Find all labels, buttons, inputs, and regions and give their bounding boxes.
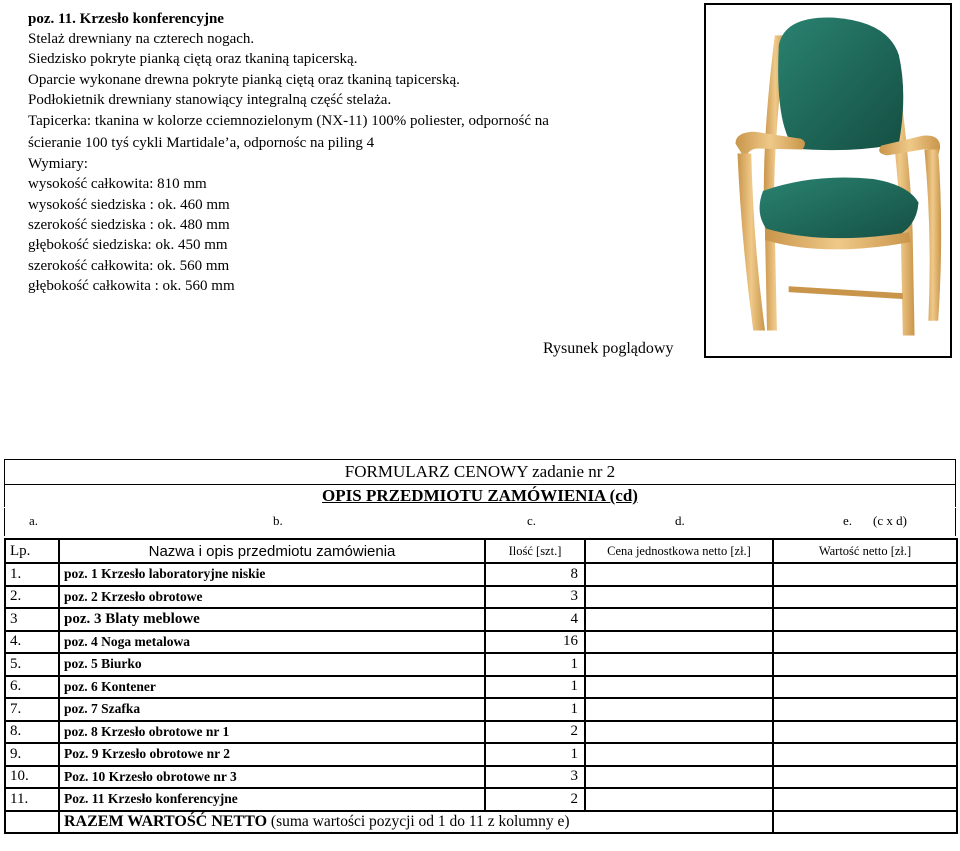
row-quantity: 1 bbox=[485, 698, 585, 721]
header-lp: Lp. bbox=[5, 539, 59, 563]
row-quantity: 2 bbox=[485, 788, 585, 811]
description-line: Oparcie wykonane drewna pokryte pianką ciętą oraz tkaniną tapicerską. bbox=[28, 71, 460, 88]
price-table bbox=[4, 538, 958, 834]
unit-price-input[interactable] bbox=[585, 586, 773, 609]
row-item-name: poz. 2 Krzesło obrotowe bbox=[59, 586, 485, 609]
dimension-line: wysokość całkowita: 810 mm bbox=[28, 176, 207, 193]
table-row bbox=[5, 766, 957, 789]
column-letter: b. bbox=[273, 513, 283, 528]
net-value-input[interactable] bbox=[773, 631, 957, 654]
form-header bbox=[4, 459, 956, 507]
dimensions-heading: Wymiary: bbox=[28, 156, 88, 173]
total-label-rest: (suma wartości pozycji od 1 do 11 z kolumny e) bbox=[270, 812, 570, 830]
column-letters-row bbox=[4, 508, 956, 536]
net-value-input[interactable] bbox=[773, 788, 957, 811]
row-item-name: Poz. 9 Krzesło obrotowe nr 2 bbox=[59, 743, 485, 766]
unit-price-input[interactable] bbox=[585, 608, 773, 631]
row-item-name: poz. 7 Szafka bbox=[59, 698, 485, 721]
unit-price-input[interactable] bbox=[585, 788, 773, 811]
row-quantity: 16 bbox=[485, 631, 585, 654]
row-quantity: 1 bbox=[485, 653, 585, 676]
total-label-bold: RAZEM WARTOŚĆ NETTO bbox=[64, 812, 268, 830]
description-line: ścieranie 100 tyś cykli Martidale’a, odpornośc na piling 4 bbox=[28, 135, 375, 152]
row-lp: 7. bbox=[5, 698, 59, 721]
row-item-name: poz. 3 Blaty meblowe bbox=[59, 608, 485, 631]
table-row bbox=[5, 788, 957, 811]
row-lp: 11. bbox=[5, 788, 59, 811]
table-row bbox=[5, 631, 957, 654]
image-caption: Rysunek poglądowy bbox=[543, 340, 674, 357]
description-line: Tapicerka: tkanina w kolorze cciemnozielonym (NX-11) 100% poliester, odporność na bbox=[28, 113, 549, 130]
dimension-line: głębokość całkowita : ok. 560 mm bbox=[28, 277, 235, 294]
total-lp-cell bbox=[5, 811, 59, 834]
total-row bbox=[5, 811, 957, 834]
table-row bbox=[5, 586, 957, 609]
dimension-line: szerokość całkowita: ok. 560 mm bbox=[28, 257, 230, 274]
row-quantity: 3 bbox=[485, 586, 585, 609]
net-value-input[interactable] bbox=[773, 698, 957, 721]
item-title: poz. 11. Krzesło konferencyjne bbox=[28, 11, 224, 27]
row-item-name: poz. 8 Krzesło obrotowe nr 1 bbox=[59, 721, 485, 744]
column-letter: c. bbox=[527, 513, 537, 528]
row-lp: 1. bbox=[5, 563, 59, 586]
column-letter: a. bbox=[29, 513, 39, 528]
description-line: Siedzisko pokryte pianką ciętą oraz tkaniną tapicerską. bbox=[28, 51, 358, 68]
table-row bbox=[5, 563, 957, 586]
total-label bbox=[59, 811, 773, 834]
row-quantity: 4 bbox=[485, 608, 585, 631]
description-line: Podłokietnik drewniany stanowiący integralną część stelaża. bbox=[28, 91, 392, 108]
row-lp: 2. bbox=[5, 586, 59, 609]
unit-price-input[interactable] bbox=[585, 743, 773, 766]
row-quantity: 2 bbox=[485, 721, 585, 744]
row-lp: 10. bbox=[5, 766, 59, 789]
row-quantity: 8 bbox=[485, 563, 585, 586]
item-description bbox=[28, 9, 698, 296]
unit-price-input[interactable] bbox=[585, 698, 773, 721]
table-row bbox=[5, 676, 957, 699]
unit-price-input[interactable] bbox=[585, 766, 773, 789]
form-title: FORMULARZ CENOWY zadanie nr 2 bbox=[344, 462, 616, 481]
header-value: Wartość netto [zł.] bbox=[773, 539, 957, 563]
table-row bbox=[5, 698, 957, 721]
dimension-line: głębokość siedziska: ok. 450 mm bbox=[28, 237, 228, 254]
header-unit-price: Cena jednostkowa netto [zł.] bbox=[585, 539, 773, 563]
chair-photo bbox=[704, 3, 952, 358]
row-item-name: poz. 1 Krzesło laboratoryjne niskie bbox=[59, 563, 485, 586]
table-row bbox=[5, 743, 957, 766]
form-subtitle: OPIS PRZEDMIOTU ZAMÓWIENIA (cd) bbox=[322, 486, 638, 505]
net-value-input[interactable] bbox=[773, 608, 957, 631]
row-lp: 5. bbox=[5, 653, 59, 676]
total-value-input[interactable] bbox=[773, 811, 957, 834]
net-value-input[interactable] bbox=[773, 743, 957, 766]
net-value-input[interactable] bbox=[773, 766, 957, 789]
header-name: Nazwa i opis przedmiotu zamówienia bbox=[59, 539, 485, 563]
column-letter: e. bbox=[843, 513, 853, 528]
table-row bbox=[5, 608, 957, 631]
unit-price-input[interactable] bbox=[585, 563, 773, 586]
table-row bbox=[5, 653, 957, 676]
row-item-name: poz. 4 Noga metalowa bbox=[59, 631, 485, 654]
net-value-input[interactable] bbox=[773, 586, 957, 609]
net-value-input[interactable] bbox=[773, 653, 957, 676]
net-value-input[interactable] bbox=[773, 563, 957, 586]
row-item-name: poz. 6 Kontener bbox=[59, 676, 485, 699]
row-lp: 9. bbox=[5, 743, 59, 766]
column-letter: (c x d) bbox=[873, 513, 907, 528]
net-value-input[interactable] bbox=[773, 676, 957, 699]
row-lp: 3 bbox=[5, 608, 59, 631]
unit-price-input[interactable] bbox=[585, 676, 773, 699]
description-line: Stelaż drewniany na czterech nogach. bbox=[28, 31, 255, 47]
row-quantity: 3 bbox=[485, 766, 585, 789]
row-lp: 4. bbox=[5, 631, 59, 654]
header-divider bbox=[5, 484, 955, 485]
table-row bbox=[5, 721, 957, 744]
row-lp: 8. bbox=[5, 721, 59, 744]
unit-price-input[interactable] bbox=[585, 721, 773, 744]
unit-price-input[interactable] bbox=[585, 653, 773, 676]
header-qty: Ilość [szt.] bbox=[485, 539, 585, 563]
column-letter: d. bbox=[675, 513, 685, 528]
row-item-name: Poz. 11 Krzesło konferencyjne bbox=[59, 788, 485, 811]
row-item-name: Poz. 10 Krzesło obrotowe nr 3 bbox=[59, 766, 485, 789]
unit-price-input[interactable] bbox=[585, 631, 773, 654]
dimension-line: wysokość siedziska : ok. 460 mm bbox=[28, 196, 230, 213]
row-quantity: 1 bbox=[485, 676, 585, 699]
table-header-row bbox=[5, 539, 957, 563]
row-item-name: poz. 5 Biurko bbox=[59, 653, 485, 676]
row-quantity: 1 bbox=[485, 743, 585, 766]
net-value-input[interactable] bbox=[773, 721, 957, 744]
dimension-line: szerokość siedziska : ok. 480 mm bbox=[28, 217, 230, 234]
row-lp: 6. bbox=[5, 676, 59, 699]
